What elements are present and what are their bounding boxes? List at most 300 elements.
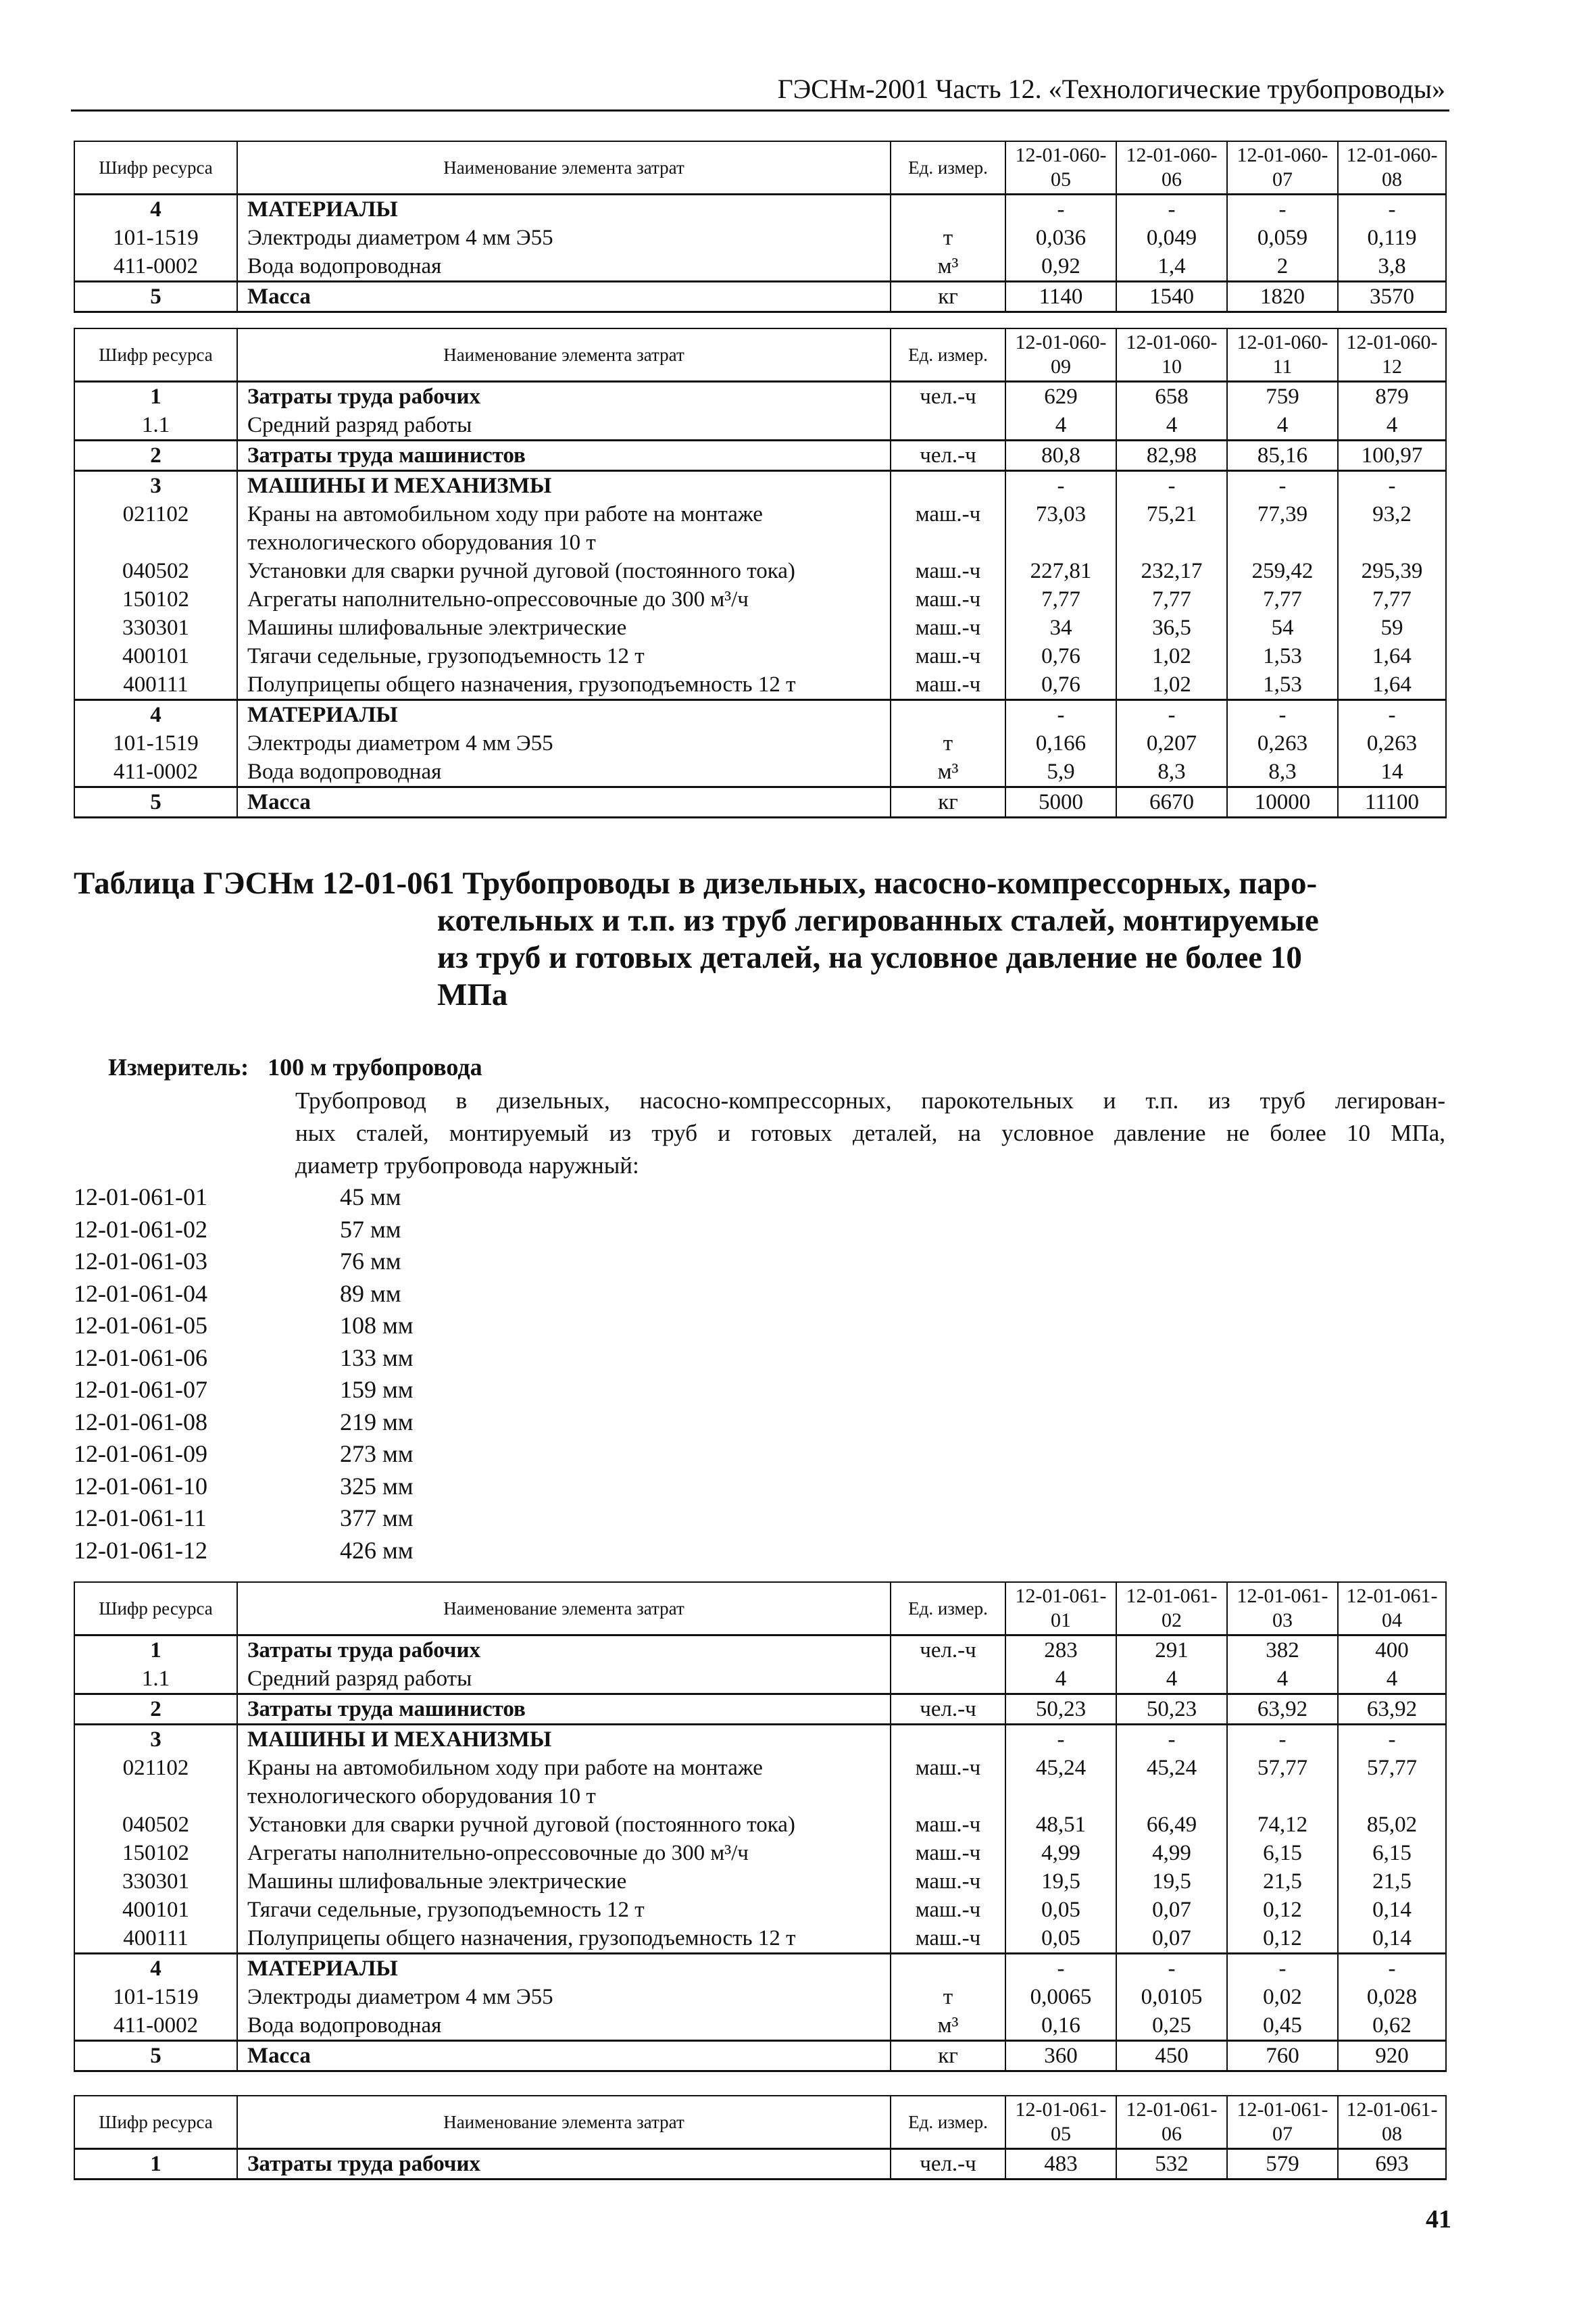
- norm-code: 12-01-061-01: [74, 1183, 207, 1210]
- norm-value: 3570: [1338, 282, 1446, 312]
- norm-value: 36,5: [1116, 614, 1227, 642]
- header-name: Наименование элемента затрат: [237, 2096, 891, 2149]
- resource-code: 411-0002: [74, 2011, 237, 2041]
- resource-name: Краны на автомобильном ходу при работе на монтаже технологического оборудования 10 т: [237, 500, 891, 557]
- title-line: котельных и т.п. из труб легированных сталей, монтируемые: [437, 903, 1319, 938]
- resource-name: Полуприцепы общего назначения, грузоподъемность 12 т: [237, 670, 891, 700]
- norm-value: 10000: [1227, 787, 1338, 818]
- resource-code: 5: [74, 787, 237, 818]
- header-unit: Ед. измер.: [891, 141, 1005, 195]
- resource-table-061-01-04: [74, 1581, 1447, 2072]
- norm-value: 0,25: [1116, 2011, 1227, 2041]
- resource-code: 150102: [74, 585, 237, 614]
- norm-value: 879: [1338, 382, 1446, 412]
- header-norm-code: 12-01-060-11: [1227, 328, 1338, 382]
- norm-code: 12-01-061-09: [74, 1440, 207, 1467]
- running-header: ГЭСНм-2001 Часть 12. «Технологические трубопроводы»: [777, 74, 1445, 104]
- table-header-row: [74, 141, 1446, 195]
- resource-code: 411-0002: [74, 252, 237, 282]
- resource-code: 1.1: [74, 411, 237, 441]
- table-row: [74, 1694, 1446, 1725]
- resource-name: Вода водопроводная: [237, 252, 891, 282]
- norm-value: 75,21: [1116, 500, 1227, 557]
- norm-value: 759: [1227, 382, 1338, 412]
- norm-value: -: [1338, 195, 1446, 224]
- resource-name: Тягачи седельные, грузоподъемность 12 т: [237, 642, 891, 670]
- norm-value: -: [1227, 1725, 1338, 1754]
- description-line: диаметр трубопровода наружный:: [295, 1152, 639, 1179]
- table-row: [74, 642, 1446, 670]
- norm-value: 48,51: [1005, 1811, 1116, 1839]
- resource-code: 3: [74, 1725, 237, 1754]
- unit: маш.-ч: [891, 1811, 1005, 1839]
- description-line: Трубопровод в дизельных, насосно-компрессорных, парокотельных и т.п. из труб легирован-: [295, 1087, 1445, 1114]
- unit: маш.-ч: [891, 1754, 1005, 1811]
- header-name: Наименование элемента затрат: [237, 141, 891, 195]
- resource-table-061-05-08: [74, 2095, 1447, 2180]
- norm-value: 73,03: [1005, 500, 1116, 557]
- pipe-diameter: 325 мм: [340, 1472, 414, 1500]
- resource-name: Затраты труда машинистов: [237, 1694, 891, 1725]
- header-code: Шифр ресурса: [74, 2096, 237, 2149]
- norm-value: 4: [1005, 411, 1116, 441]
- norm-value: 0,036: [1005, 224, 1116, 252]
- resource-name: Машины шлифовальные электрические: [237, 614, 891, 642]
- header-rule: [71, 109, 1449, 112]
- item-list: [74, 1181, 414, 1567]
- norm-value: 59: [1338, 614, 1446, 642]
- norm-value: -: [1338, 1954, 1446, 1984]
- table-row: [74, 2041, 1446, 2071]
- norm-value: 291: [1116, 1635, 1227, 1665]
- list-item: [74, 1406, 414, 1439]
- unit: [891, 1954, 1005, 1984]
- table-row: [74, 614, 1446, 642]
- resource-code: 021102: [74, 1754, 237, 1811]
- resource-code: 101-1519: [74, 729, 237, 758]
- resource-code: 021102: [74, 500, 237, 557]
- norm-value: -: [1227, 700, 1338, 730]
- page-number: 41: [1426, 2205, 1451, 2234]
- table-row: [74, 1983, 1446, 2011]
- norm-value: 100,97: [1338, 441, 1446, 471]
- norm-value: 629: [1005, 382, 1116, 412]
- unit: маш.-ч: [891, 585, 1005, 614]
- resource-code: 1: [74, 382, 237, 412]
- norm-value: 0,12: [1227, 1896, 1338, 1924]
- norm-value: 3,8: [1338, 252, 1446, 282]
- norm-value: 400: [1338, 1635, 1446, 1665]
- norm-value: -: [1338, 1725, 1446, 1754]
- header-norm-code: 12-01-061-05: [1005, 2096, 1116, 2149]
- norm-value: 1820: [1227, 282, 1338, 312]
- pipe-diameter: 219 мм: [340, 1408, 414, 1435]
- measure-label: Измеритель:: [108, 1054, 249, 1081]
- resource-name: МАШИНЫ И МЕХАНИЗМЫ: [237, 1725, 891, 1754]
- table-header-row: [74, 328, 1446, 382]
- table-row: [74, 758, 1446, 787]
- header-unit: Ед. измер.: [891, 1582, 1005, 1635]
- resource-name: МАТЕРИАЛЫ: [237, 195, 891, 224]
- resource-name: Затраты труда машинистов: [237, 441, 891, 471]
- norm-value: 295,39: [1338, 557, 1446, 585]
- list-item: [74, 1310, 414, 1342]
- unit: маш.-ч: [891, 500, 1005, 557]
- norm-value: -: [1005, 700, 1116, 730]
- table-row: [74, 1924, 1446, 1954]
- resource-table-060-05-08: [74, 141, 1447, 313]
- table-row: [74, 441, 1446, 471]
- norm-value: 0,05: [1005, 1896, 1116, 1924]
- header-unit: Ед. измер.: [891, 328, 1005, 382]
- unit: маш.-ч: [891, 614, 1005, 642]
- list-item: [74, 1278, 414, 1310]
- norm-code: 12-01-061-07: [74, 1376, 207, 1403]
- norm-value: -: [1005, 471, 1116, 501]
- norm-value: 11100: [1338, 787, 1446, 818]
- header-norm-code: 12-01-061-02: [1116, 1582, 1227, 1635]
- norm-value: 259,42: [1227, 557, 1338, 585]
- norm-value: 760: [1227, 2041, 1338, 2071]
- unit: [891, 1725, 1005, 1754]
- unit: чел.-ч: [891, 2149, 1005, 2180]
- norm-value: 0,14: [1338, 1896, 1446, 1924]
- table-row: [74, 700, 1446, 730]
- norm-value: 50,23: [1005, 1694, 1116, 1725]
- unit: т: [891, 224, 1005, 252]
- norm-value: -: [1338, 700, 1446, 730]
- table-row: [74, 787, 1446, 818]
- norm-value: 4: [1116, 411, 1227, 441]
- norm-value: 0,0065: [1005, 1983, 1116, 2011]
- norm-value: 57,77: [1338, 1754, 1446, 1811]
- norm-value: -: [1116, 700, 1227, 730]
- unit: чел.-ч: [891, 382, 1005, 412]
- resource-name: Затраты труда рабочих: [237, 382, 891, 412]
- table-row: [74, 2149, 1446, 2180]
- norm-value: 45,24: [1116, 1754, 1227, 1811]
- resource-name: Тягачи седельные, грузоподъемность 12 т: [237, 1896, 891, 1924]
- norm-value: 19,5: [1116, 1867, 1227, 1896]
- norm-value: 0,028: [1338, 1983, 1446, 2011]
- norm-value: 283: [1005, 1635, 1116, 1665]
- pipe-diameter: 76 мм: [340, 1248, 401, 1275]
- unit: м³: [891, 2011, 1005, 2041]
- unit: [891, 471, 1005, 501]
- norm-value: 0,049: [1116, 224, 1227, 252]
- norm-value: 54: [1227, 614, 1338, 642]
- unit: маш.-ч: [891, 1924, 1005, 1954]
- table-row: [74, 729, 1446, 758]
- table-row: [74, 670, 1446, 700]
- table-row: [74, 1725, 1446, 1754]
- unit: маш.-ч: [891, 557, 1005, 585]
- norm-value: 7,77: [1227, 585, 1338, 614]
- norm-value: 0,45: [1227, 2011, 1338, 2041]
- norm-code: 12-01-061-05: [74, 1312, 207, 1339]
- resource-code: 330301: [74, 614, 237, 642]
- norm-value: 2: [1227, 252, 1338, 282]
- header-norm-code: 12-01-060-09: [1005, 328, 1116, 382]
- resource-name: Затраты труда рабочих: [237, 2149, 891, 2180]
- pipe-diameter: 45 мм: [340, 1183, 401, 1210]
- table-row: [74, 500, 1446, 557]
- table-row: [74, 1665, 1446, 1694]
- norm-value: 0,207: [1116, 729, 1227, 758]
- norm-value: 227,81: [1005, 557, 1116, 585]
- norm-value: 0,07: [1116, 1896, 1227, 1924]
- resource-code: 400101: [74, 642, 237, 670]
- norm-value: 4,99: [1116, 1839, 1227, 1867]
- header-norm-code: 12-01-060-07: [1227, 141, 1338, 195]
- resource-name: Затраты труда рабочих: [237, 1635, 891, 1665]
- norm-value: 0,02: [1227, 1983, 1338, 2011]
- unit: м³: [891, 252, 1005, 282]
- norm-value: 5000: [1005, 787, 1116, 818]
- norm-value: 4,99: [1005, 1839, 1116, 1867]
- resource-code: 1.1: [74, 1665, 237, 1694]
- norm-value: -: [1005, 1954, 1116, 1984]
- norm-value: 4: [1227, 411, 1338, 441]
- norm-value: -: [1116, 471, 1227, 501]
- norm-value: -: [1227, 1954, 1338, 1984]
- resource-code: 5: [74, 2041, 237, 2071]
- resource-code: 400111: [74, 670, 237, 700]
- measure-value: 100 м трубопровода: [268, 1054, 482, 1081]
- norm-value: 450: [1116, 2041, 1227, 2071]
- resource-name: Масса: [237, 282, 891, 312]
- resource-code: 2: [74, 441, 237, 471]
- norm-value: -: [1227, 471, 1338, 501]
- norm-value: 7,77: [1005, 585, 1116, 614]
- norm-code: 12-01-061-08: [74, 1408, 207, 1435]
- unit: [891, 195, 1005, 224]
- norm-value: 6670: [1116, 787, 1227, 818]
- resource-code: 4: [74, 700, 237, 730]
- resource-name: МАТЕРИАЛЫ: [237, 700, 891, 730]
- norm-value: 579: [1227, 2149, 1338, 2180]
- table-row: [74, 471, 1446, 501]
- pipe-diameter: 159 мм: [340, 1376, 414, 1403]
- norm-value: 532: [1116, 2149, 1227, 2180]
- table-row: [74, 411, 1446, 441]
- header-name: Наименование элемента затрат: [237, 328, 891, 382]
- unit: маш.-ч: [891, 642, 1005, 670]
- norm-value: -: [1116, 1954, 1227, 1984]
- section-description: [295, 1085, 1445, 1182]
- norm-value: 0,76: [1005, 642, 1116, 670]
- pipe-diameter: 133 мм: [340, 1344, 414, 1371]
- resource-code: 101-1519: [74, 224, 237, 252]
- table-row: [74, 1635, 1446, 1665]
- list-item: [74, 1535, 414, 1567]
- norm-code: 12-01-061-10: [74, 1472, 207, 1500]
- norm-value: 1,53: [1227, 670, 1338, 700]
- header-norm-code: 12-01-061-03: [1227, 1582, 1338, 1635]
- norm-value: 920: [1338, 2041, 1446, 2071]
- table-row: [74, 195, 1446, 224]
- norm-value: 66,49: [1116, 1811, 1227, 1839]
- pipe-diameter: 273 мм: [340, 1440, 414, 1467]
- table-header-row: [74, 2096, 1446, 2149]
- resource-name: Электроды диаметром 4 мм Э55: [237, 729, 891, 758]
- header-norm-code: 12-01-060-12: [1338, 328, 1446, 382]
- unit: маш.-ч: [891, 1896, 1005, 1924]
- norm-value: 57,77: [1227, 1754, 1338, 1811]
- norm-value: 1540: [1116, 282, 1227, 312]
- header-code: Шифр ресурса: [74, 328, 237, 382]
- resource-code: 330301: [74, 1867, 237, 1896]
- unit: [891, 700, 1005, 730]
- norm-value: 0,76: [1005, 670, 1116, 700]
- pipe-diameter: 108 мм: [340, 1312, 414, 1339]
- norm-value: 360: [1005, 2041, 1116, 2071]
- norm-value: 0,263: [1338, 729, 1446, 758]
- header-norm-code: 12-01-060-10: [1116, 328, 1227, 382]
- norm-value: 0,16: [1005, 2011, 1116, 2041]
- norm-value: 0,059: [1227, 224, 1338, 252]
- norm-value: 1,64: [1338, 670, 1446, 700]
- list-item: [74, 1502, 414, 1535]
- norm-value: 382: [1227, 1635, 1338, 1665]
- norm-value: 4: [1005, 1665, 1116, 1694]
- resource-code: 411-0002: [74, 758, 237, 787]
- resource-code: 040502: [74, 1811, 237, 1839]
- norm-value: 74,12: [1227, 1811, 1338, 1839]
- section-title: [74, 865, 1452, 1014]
- table-row: [74, 224, 1446, 252]
- norm-value: 7,77: [1338, 585, 1446, 614]
- unit: маш.-ч: [891, 1867, 1005, 1896]
- norm-value: -: [1005, 1725, 1116, 1754]
- norm-value: -: [1116, 1725, 1227, 1754]
- resource-name: Полуприцепы общего назначения, грузоподъемность 12 т: [237, 1924, 891, 1954]
- header-norm-code: 12-01-060-05: [1005, 141, 1116, 195]
- pipe-diameter: 377 мм: [340, 1504, 414, 1531]
- table-row: [74, 1954, 1446, 1984]
- norm-value: 4: [1116, 1665, 1227, 1694]
- header-norm-code: 12-01-061-08: [1338, 2096, 1446, 2149]
- unit: чел.-ч: [891, 441, 1005, 471]
- resource-code: 4: [74, 195, 237, 224]
- norm-value: 658: [1116, 382, 1227, 412]
- table-row: [74, 282, 1446, 312]
- resource-code: 1: [74, 1635, 237, 1665]
- norm-code: 12-01-061-12: [74, 1536, 207, 1564]
- unit: т: [891, 729, 1005, 758]
- norm-code: 12-01-061-02: [74, 1215, 207, 1243]
- header-norm-code: 12-01-060-06: [1116, 141, 1227, 195]
- norm-value: 693: [1338, 2149, 1446, 2180]
- norm-code: 12-01-061-03: [74, 1248, 207, 1275]
- norm-value: 6,15: [1227, 1839, 1338, 1867]
- norm-value: 7,77: [1116, 585, 1227, 614]
- unit: кг: [891, 2041, 1005, 2071]
- norm-value: 50,23: [1116, 1694, 1227, 1725]
- norm-value: 0,05: [1005, 1924, 1116, 1954]
- norm-code: 12-01-061-04: [74, 1279, 207, 1307]
- list-item: [74, 1214, 414, 1246]
- norm-value: 1,4: [1116, 252, 1227, 282]
- resource-name: Электроды диаметром 4 мм Э55: [237, 1983, 891, 2011]
- table-row: [74, 1754, 1446, 1811]
- norm-value: 80,8: [1005, 441, 1116, 471]
- resource-name: Вода водопроводная: [237, 2011, 891, 2041]
- norm-value: 8,3: [1227, 758, 1338, 787]
- norm-value: 4: [1338, 411, 1446, 441]
- norm-value: 19,5: [1005, 1867, 1116, 1896]
- norm-value: 0,92: [1005, 252, 1116, 282]
- table-row: [74, 1867, 1446, 1896]
- header-norm-code: 12-01-061-07: [1227, 2096, 1338, 2149]
- list-item: [74, 1374, 414, 1406]
- unit: чел.-ч: [891, 1694, 1005, 1725]
- norm-value: 63,92: [1227, 1694, 1338, 1725]
- norm-value: 85,02: [1338, 1811, 1446, 1839]
- norm-value: 0,12: [1227, 1924, 1338, 1954]
- unit: кг: [891, 787, 1005, 818]
- header-code: Шифр ресурса: [74, 1582, 237, 1635]
- norm-value: 0,263: [1227, 729, 1338, 758]
- norm-value: 6,15: [1338, 1839, 1446, 1867]
- header-norm-code: 12-01-061-04: [1338, 1582, 1446, 1635]
- title-line: Таблица ГЭСНм 12-01-061 Трубопроводы в дизельных, насосно-компрессорных, паро-: [74, 866, 1318, 901]
- resource-name: Установки для сварки ручной дуговой (постоянного тока): [237, 557, 891, 585]
- norm-value: 14: [1338, 758, 1446, 787]
- norm-value: 1,02: [1116, 670, 1227, 700]
- norm-value: 1,64: [1338, 642, 1446, 670]
- header-norm-code: 12-01-061-01: [1005, 1582, 1116, 1635]
- description-line: ных сталей, монтируемый из труб и готовых деталей, на условное давление не более 10 МПа,: [295, 1120, 1445, 1146]
- resource-name: Масса: [237, 2041, 891, 2071]
- norm-value: 21,5: [1227, 1867, 1338, 1896]
- resource-name: Краны на автомобильном ходу при работе на монтаже технологического оборудования 10 т: [237, 1754, 891, 1811]
- norm-value: 0,166: [1005, 729, 1116, 758]
- list-item: [74, 1342, 414, 1375]
- title-line: из труб и готовых деталей, на условное давление не более 10: [437, 940, 1302, 975]
- header-norm-code: 12-01-060-08: [1338, 141, 1446, 195]
- unit: [891, 1665, 1005, 1694]
- unit: [891, 411, 1005, 441]
- resource-name: МАШИНЫ И МЕХАНИЗМЫ: [237, 471, 891, 501]
- resource-name: Средний разряд работы: [237, 1665, 891, 1694]
- resource-name: Масса: [237, 787, 891, 818]
- resource-code: 1: [74, 2149, 237, 2180]
- resource-code: 2: [74, 1694, 237, 1725]
- norm-value: 77,39: [1227, 500, 1338, 557]
- resource-name: МАТЕРИАЛЫ: [237, 1954, 891, 1984]
- list-item: [74, 1438, 414, 1471]
- norm-value: 0,119: [1338, 224, 1446, 252]
- pipe-diameter: 426 мм: [340, 1536, 414, 1564]
- resource-name: Вода водопроводная: [237, 758, 891, 787]
- norm-value: 0,07: [1116, 1924, 1227, 1954]
- resource-code: 3: [74, 471, 237, 501]
- resource-name: Агрегаты наполнительно-опрессовочные до 300 м³/ч: [237, 1839, 891, 1867]
- unit: кг: [891, 282, 1005, 312]
- norm-value: 8,3: [1116, 758, 1227, 787]
- resource-name: Электроды диаметром 4 мм Э55: [237, 224, 891, 252]
- resource-code: 5: [74, 282, 237, 312]
- header-code: Шифр ресурса: [74, 141, 237, 195]
- norm-value: 1140: [1005, 282, 1116, 312]
- table-row: [74, 557, 1446, 585]
- table-row: [74, 382, 1446, 412]
- resource-table-060-09-12: [74, 328, 1447, 818]
- norm-value: 232,17: [1116, 557, 1227, 585]
- norm-code: 12-01-061-06: [74, 1344, 207, 1371]
- pipe-diameter: 89 мм: [340, 1279, 401, 1307]
